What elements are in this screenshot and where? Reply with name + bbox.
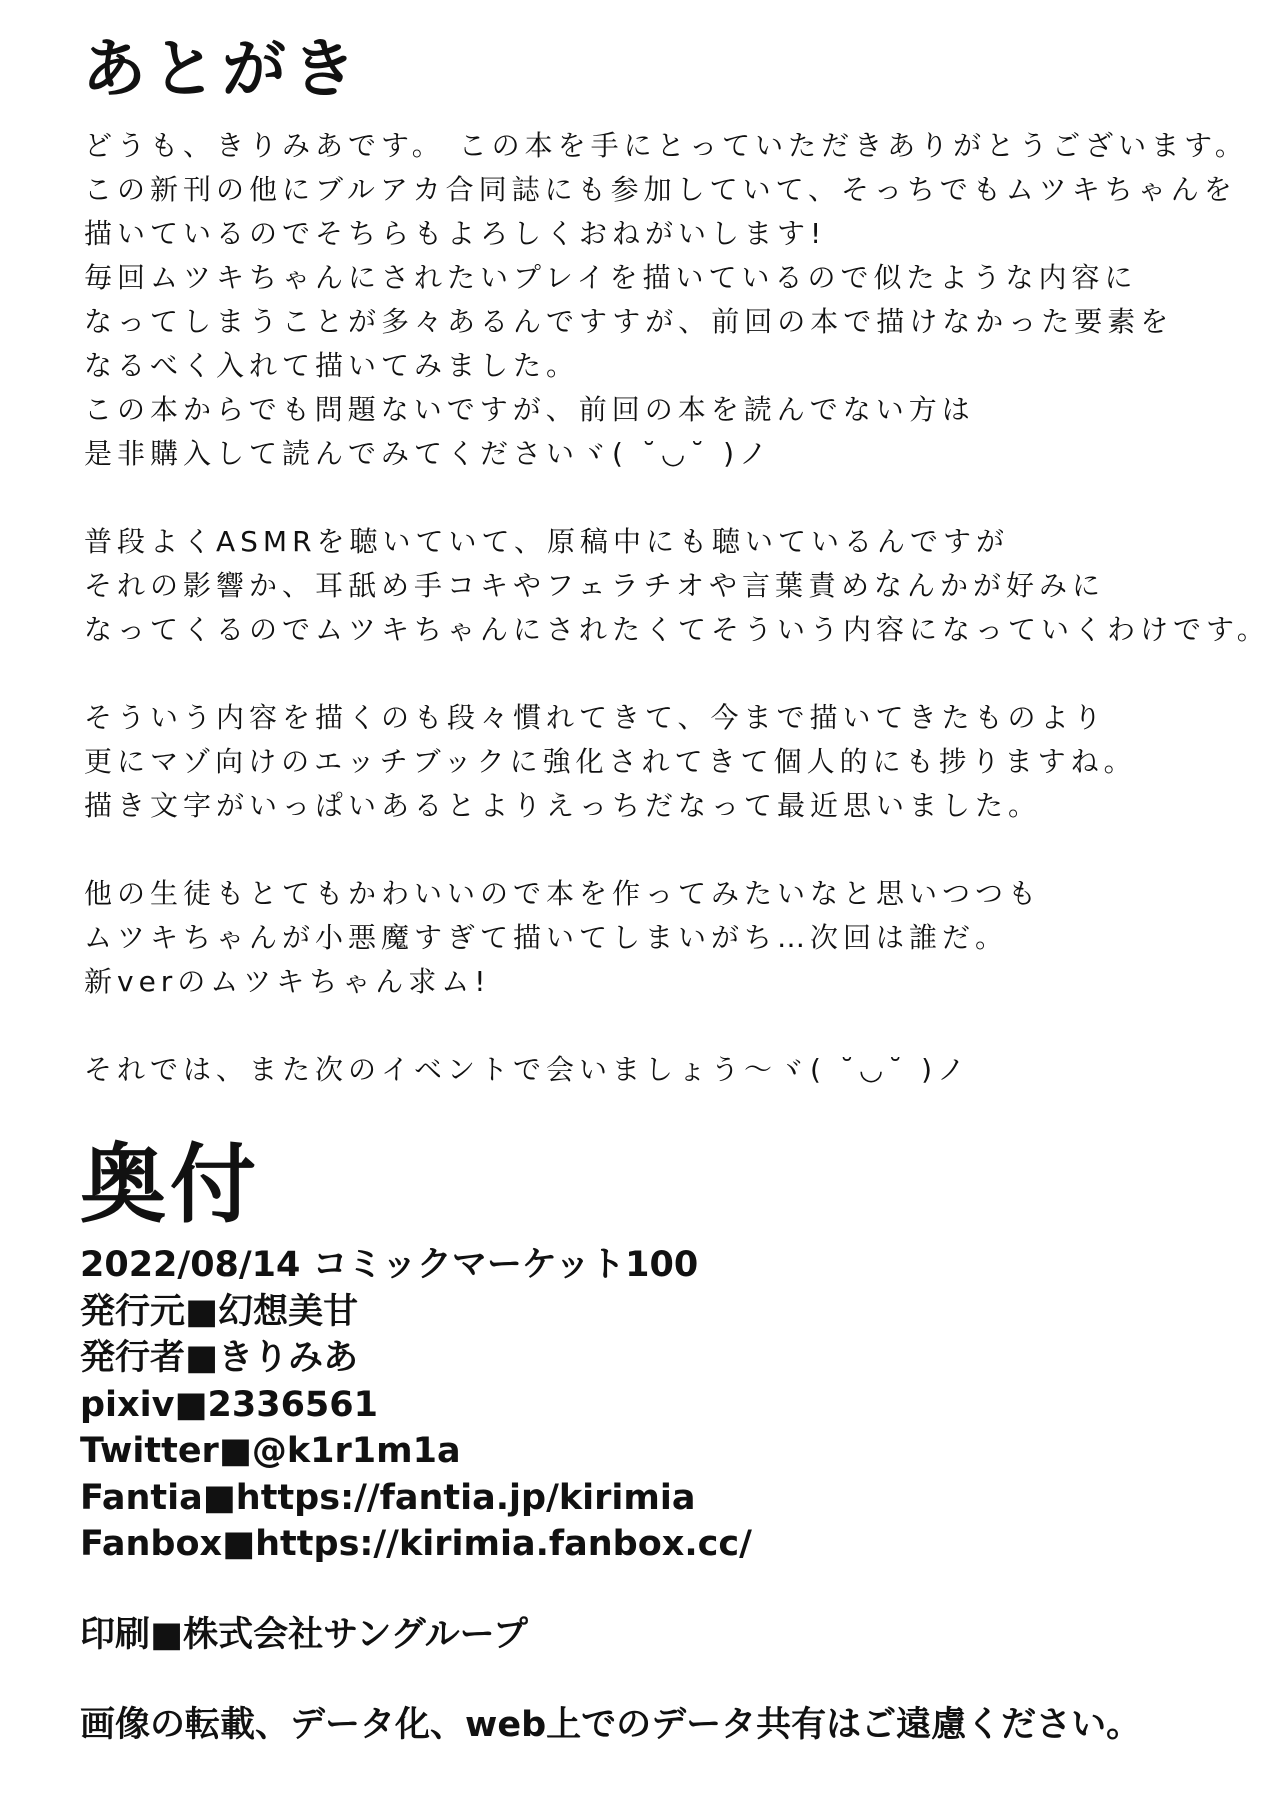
afterword-line: ムツキちゃんが小悪魔すぎて描いてしまいがち…次回は誰だ。: [84, 921, 1009, 954]
paragraph-gap: [84, 828, 1234, 872]
pixiv-line: pixiv■2336561: [80, 1384, 378, 1425]
copyright-notice: 画像の転載、データ化、web上でのデータ共有はご遠慮ください。: [80, 1705, 1142, 1745]
twitter-line: Twitter■@k1r1m1a: [80, 1431, 461, 1471]
publisher-line: 発行元■幻想美甘: [80, 1291, 359, 1332]
afterword-line: 毎回ムツキちゃんにされたいプレイを描いているので似たような内容に: [84, 261, 1138, 294]
afterword-line: この本からでも問題ないですが、前回の本を読んでない方は: [84, 393, 975, 426]
colophon-title: 奥付: [80, 1135, 260, 1235]
afterword-line: なってしまうことが多々あるんですすが、前回の本で描けなかった要素を: [84, 305, 1174, 338]
afterword-title: あとがき: [82, 33, 362, 107]
printer-line: 印刷■株式会社サングループ: [80, 1614, 528, 1655]
fantia-line: Fantia■https://fantia.jp/kirimia: [80, 1477, 696, 1518]
paragraph-gap: [84, 652, 1234, 696]
afterword-line: それの影響か、耳舐め手コキやフェラチオや言葉責めなんかが好みに: [84, 569, 1106, 602]
paragraph-gap: [84, 476, 1234, 520]
fanbox-line: Fanbox■https://kirimia.fanbox.cc/: [80, 1524, 752, 1564]
afterword-line: なるべく入れて描いてみました。: [84, 349, 580, 382]
afterword-line: この新刊の他にブルアカ合同誌にも参加していて、そっちでもムツキちゃんを: [84, 173, 1237, 206]
author-line: 発行者■きりみあ: [80, 1338, 359, 1378]
event-date-line: 2022/08/14 コミックマーケット100: [80, 1245, 699, 1285]
afterword-line: 更にマゾ向けのエッチブックに強化されてきて個人的にも捗りますね。: [84, 745, 1137, 778]
afterword-line: どうも、きりみあです。 この本を手にとっていただきありがとうございます。: [84, 129, 1248, 162]
colophon-body: [80, 1242, 1141, 1749]
afterword-line: 是非購入して読んでみてくださいヾ( ˘◡˘ )ノ: [84, 437, 773, 470]
afterword-line: そういう内容を描くのも段々慣れてきて、今まで描いてきたものより: [84, 701, 1107, 734]
afterword-line: なってくるのでムツキちゃんにされたくてそういう内容になっていくわけです。: [84, 613, 1270, 646]
afterword-line: 普段よくASMRを聴いていて、原稿中にも聴いているんですが: [84, 525, 1009, 558]
afterword-line: 描いているのでそちらもよろしくおねがいします!: [84, 217, 827, 250]
afterword-body: [84, 124, 1270, 1092]
paragraph-gap: [80, 1568, 1141, 1612]
afterword-line: 他の生徒もとてもかわいいので本を作ってみたいなと思いつつも: [84, 877, 1042, 910]
afterword-line: 新verのムツキちゃん求ム!: [84, 965, 491, 998]
paragraph-gap: [84, 1004, 1234, 1048]
afterword-line: それでは、また次のイベントで会いましょう〜ヾ( ˘◡˘ )ノ: [84, 1053, 971, 1086]
afterword-line: 描き文字がいっぱいあるとよりえっちだなって最近思いました。: [84, 789, 1042, 822]
